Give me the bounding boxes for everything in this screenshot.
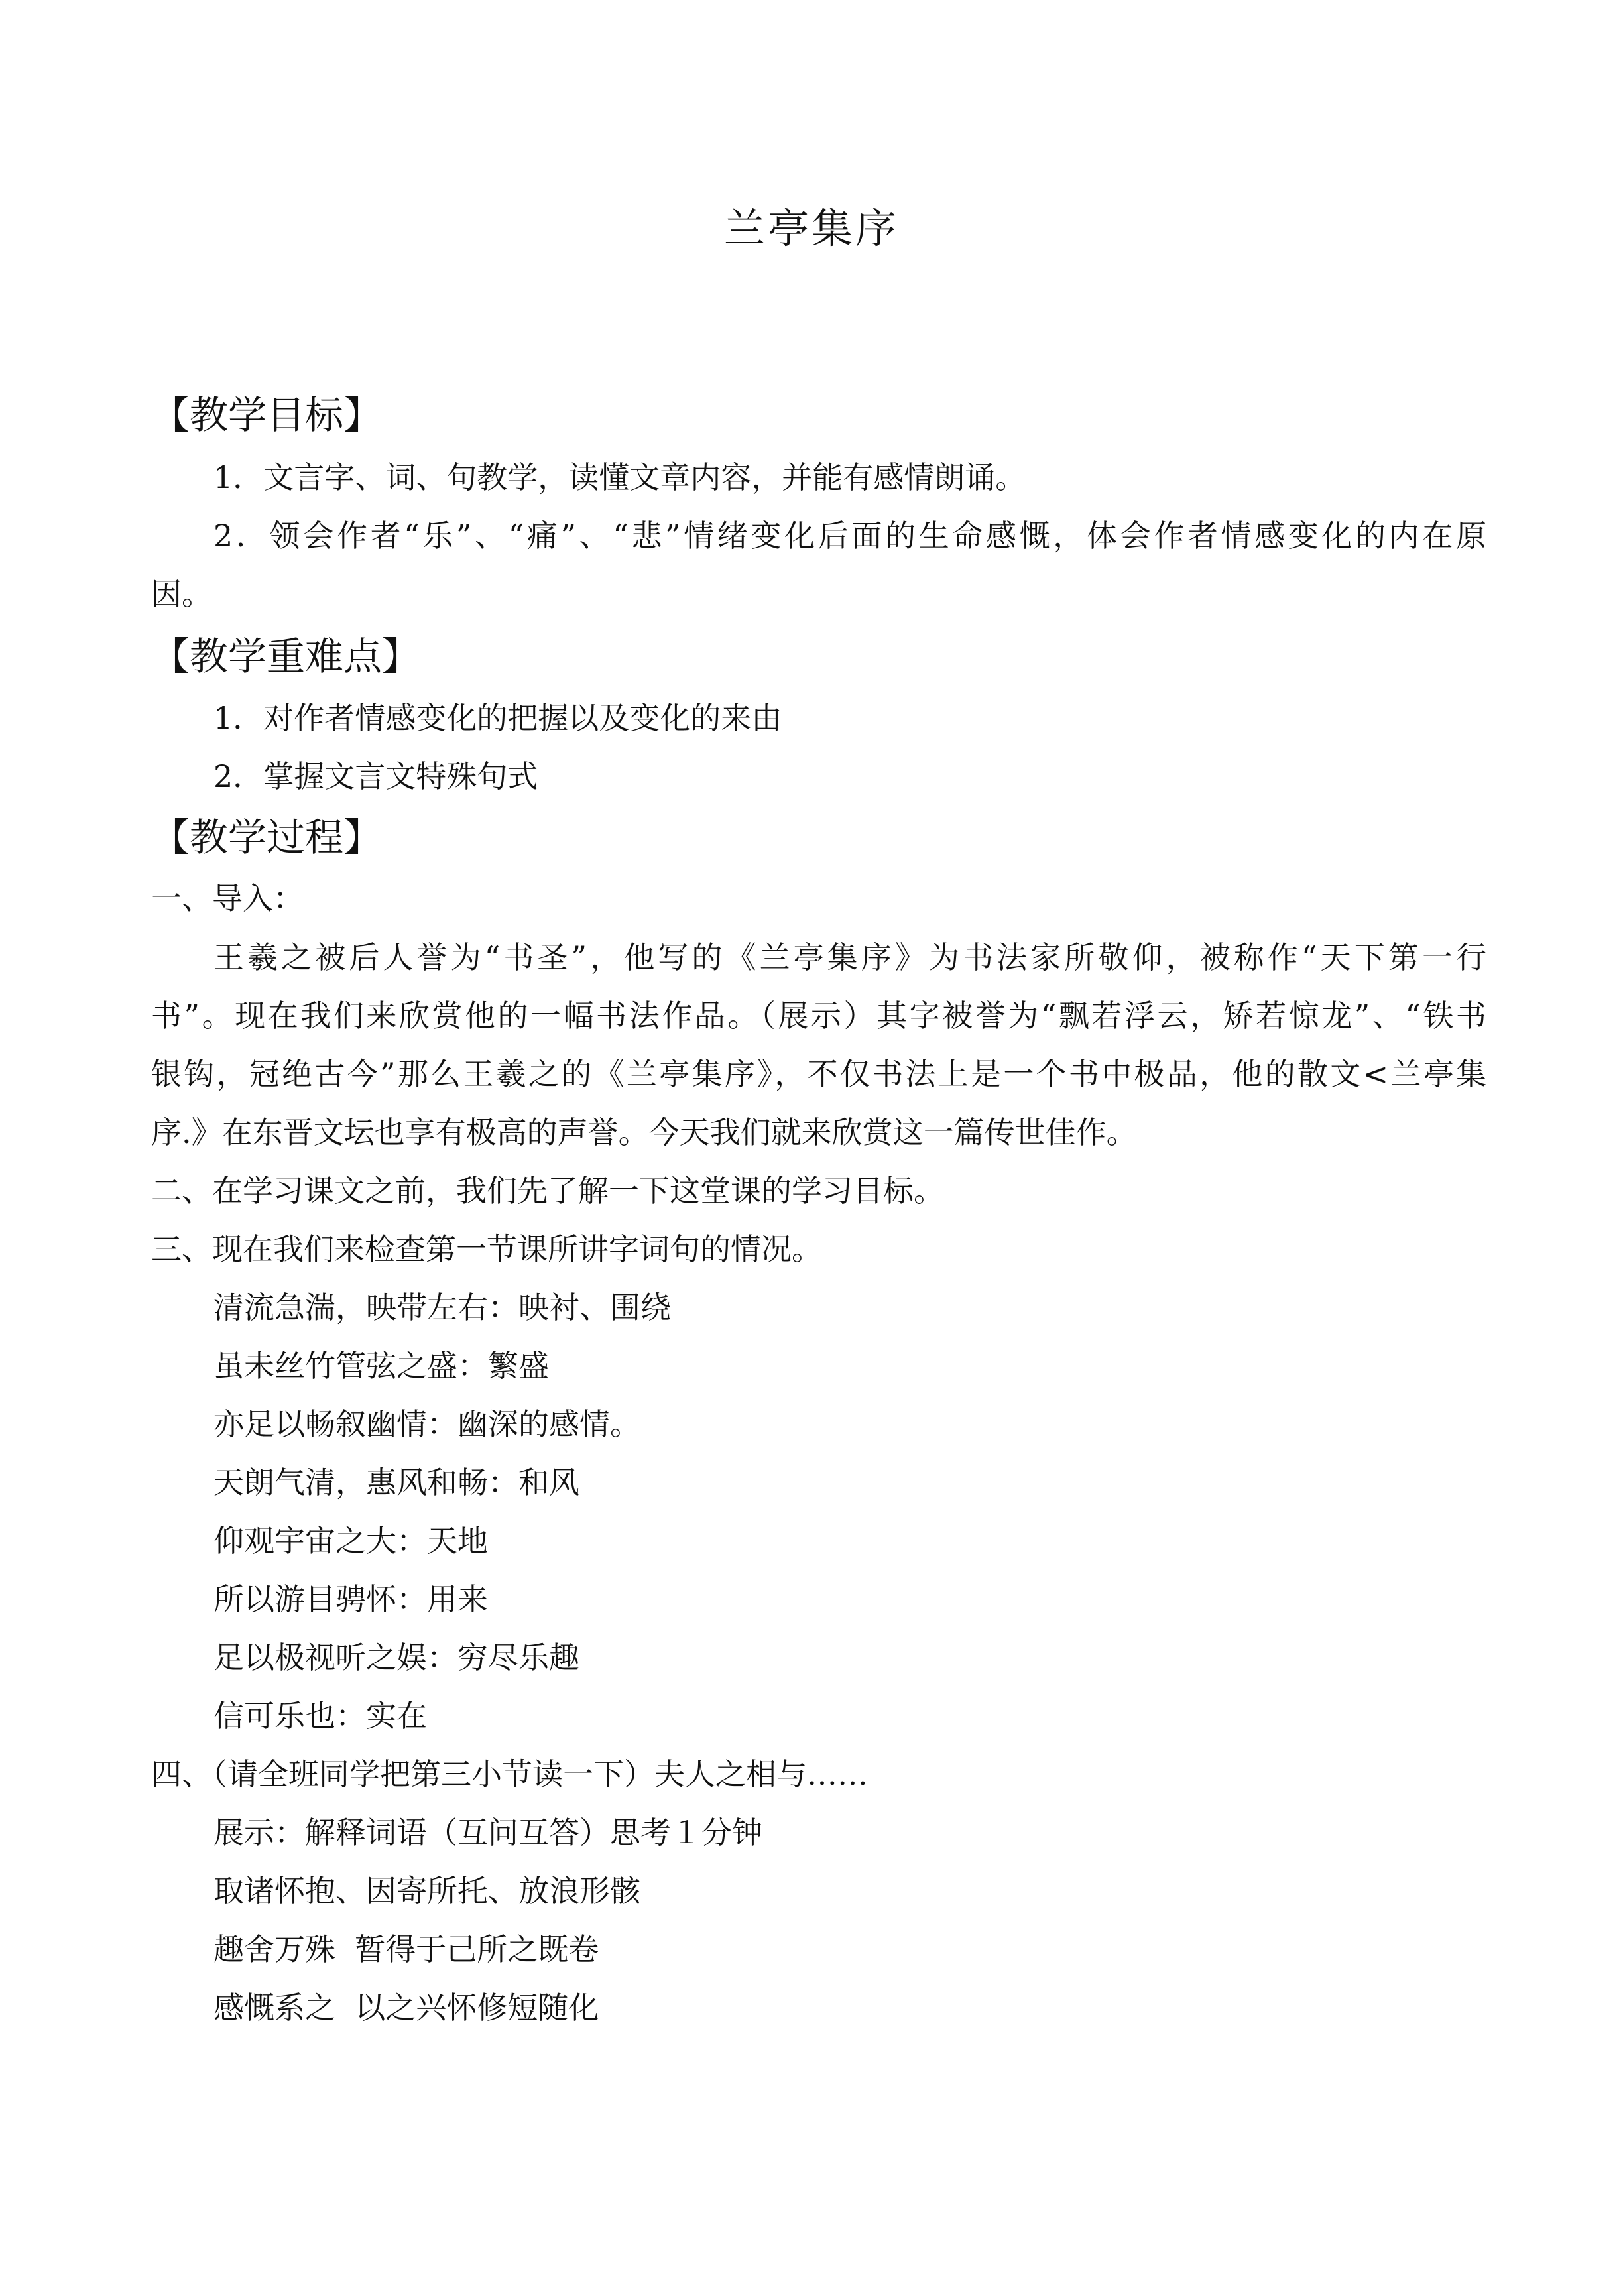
step-four-item: 取诸怀抱、因寄所托、放浪形骸 [213,1873,640,1909]
intro-paragraph-line: 银钩，冠绝古今”那么王羲之的《兰亭集序》，不仅书法上是一个书中极品，他的散文<兰亭集 [151,1056,1486,1092]
key-point-item: 1．对作者情感变化的把握以及变化的来由 [213,700,782,736]
step-four-item: 趣舍万殊 暂得于己所之既卷 [213,1931,599,1967]
step-three: 三、现在我们来检查第一节课所讲字词句的情况。 [151,1231,822,1267]
step-four-item: 展示：解释词语（互问互答）思考１分钟 [213,1815,762,1850]
intro-paragraph-line: 书”。现在我们来欣赏他的一幅书法作品。（展示）其字被誉为“飘若浮云，矫若惊龙”、“铁书 [151,998,1486,1034]
vocabulary-item: 仰观宇宙之大：天地 [213,1523,488,1559]
intro-paragraph-line: 王羲之被后人誉为“书圣”，他写的《兰亭集序》为书法家所敬仰，被称作“天下第一行 [213,939,1486,975]
step-four: 四、（请全班同学把第三小节读一下）夫人之相与…… [151,1756,868,1792]
intro-paragraph-line: 序.》在东晋文坛也享有极高的声誉。今天我们就来欣赏这一篇传世佳作。 [151,1115,1137,1150]
step-four-item: 感慨系之 以之兴怀修短随化 [213,1990,599,2025]
intro-label: 一、导入： [151,880,304,916]
vocabulary-item: 清流急湍，映带左右：映衬、围绕 [213,1290,671,1325]
page-title: 兰亭集序 [723,204,899,253]
vocabulary-item: 信可乐也：实在 [213,1698,427,1734]
objective-item-continued: 因。 [151,576,212,612]
vocabulary-item: 虽未丝竹管弦之盛：繁盛 [213,1348,549,1384]
vocabulary-item: 所以游目骋怀：用来 [213,1581,488,1617]
key-point-item: 2．掌握文言文特殊句式 [213,758,538,794]
key-points-heading: 【教学重难点】 [151,634,421,679]
objectives-heading: 【教学目标】 [151,393,383,438]
objective-item: 1．文言字、词、句教学，读懂文章内容，并能有感情朗诵。 [213,459,1026,495]
process-heading: 【教学过程】 [151,815,383,860]
vocabulary-item: 亦足以畅叙幽情：幽深的感情。 [213,1406,640,1442]
vocabulary-item: 足以极视听之娱：穷尽乐趣 [213,1640,579,1675]
step-two: 二、在学习课文之前，我们先了解一下这堂课的学习目标。 [151,1173,944,1209]
objective-item: 2．领会作者“乐”、“痛”、“悲”情绪变化后面的生命感慨，体会作者情感变化的内在原 [213,518,1486,554]
vocabulary-item: 天朗气清，惠风和畅：和风 [213,1465,579,1500]
